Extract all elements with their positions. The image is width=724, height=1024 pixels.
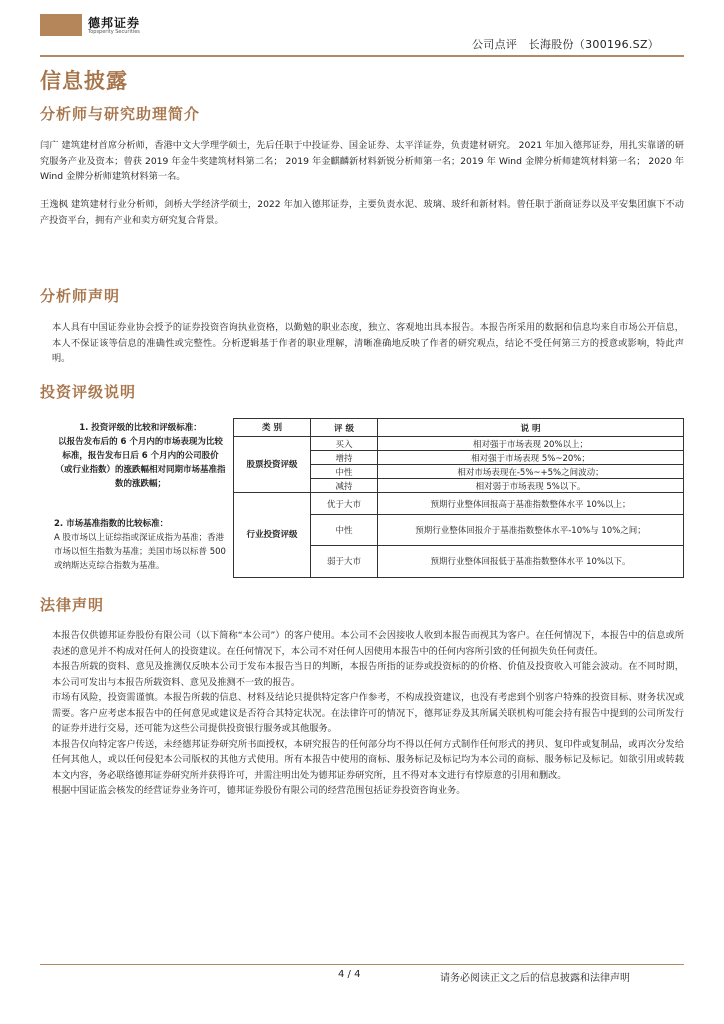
industry-rating: 中性 (311, 515, 378, 546)
legal-paragraph: 本报告仅向特定客户传送，未经德邦证券研究所书面授权，本研究报告的任何部分均不得以任何方式制作任何形式的拷贝、复印件或复制品，或再次分发给任何其他人，或以任何侵犯本公司版权的其他方式使用。所有本报告中使用的商标、服务标记及标记均为本公司的商标、服务标记及标记。如欲引用或转载本文内容，务必联络德邦证券研究所并获得许可，并需注明出处为德邦证券研究所，且不得对本文进行有悖原意的引用和删改。 (52, 738, 684, 781)
industry-desc: 预期行业整体回报高于基准指数整体水平 10%以上； (378, 493, 684, 515)
industry-desc: 预期行业整体回报介于基准指数整体水平-10%与 10%之间； (378, 515, 684, 546)
logo-subtext: Topsperity Securities (88, 29, 140, 35)
stock-rating: 中性 (311, 465, 378, 479)
rating-heading: 投资评级说明 (40, 383, 137, 401)
legal-text (52, 628, 684, 799)
analyst-statement-text: 本人具有中国证券业协会授予的证券投资咨询执业资格，以勤勉的职业态度，独立、客观地出具本报告。本报告所采用的数据和信息均来自市场公开信息，本人不保证该等信息的准确性或完整性。分析逻辑基于作者的职业理解，清晰准确地反映了作者的研究观点，结论不受任何第三方的授意或影响，特此声明。 (52, 322, 684, 364)
col-header-category: 类 别 (234, 419, 311, 437)
report-type: 公司点评 (472, 38, 518, 51)
criteria-title-2: 2. 市场基准指数的比较标准： (54, 518, 169, 529)
legal-paragraph: 本报告所载的资料、意见及推测仅反映本公司于发布本报告当日的判断，本报告所指的证券或投资标的的价格、价值及投资收入可能会波动。在不同时期，本公司可发出与本报告所载资料、意见及推测不一致的报告。 (52, 661, 684, 688)
analyst-intro-heading: 分析师与研究助理简介 (40, 105, 201, 123)
stock-rating: 减持 (311, 479, 378, 493)
legal-paragraph: 根据中国证监会核发的经营证券业务许可，德邦证券股份有限公司的经营范围包括证券投资咨询业务。 (52, 785, 466, 796)
analyst-statement-heading: 分析师声明 (40, 287, 121, 305)
stock-desc: 相对弱于市场表现 5%以下。 (378, 479, 684, 493)
criteria-title-1: 1. 投资评级的比较和评级标准： (79, 422, 202, 433)
criteria-text-1: 以报告发布后的 6 个月内的市场表现为比较标准，报告发布日后 6 个月内的公司股价（或行业指数）的涨跌幅相对同期市场基准指数的涨跌幅； (55, 436, 226, 489)
stock-rating: 增持 (311, 451, 378, 465)
header-divider (40, 55, 684, 57)
company-ticker: 长海股份（300196.SZ） (528, 38, 660, 51)
footer-notice: 请务必阅读正文之后的信息披露和法律声明 (440, 973, 630, 984)
legal-paragraph: 本报告仅供德邦证券股份有限公司（以下简称“本公司”）的客户使用。本公司不会因接收人收到本报告而视其为客户。在任何情况下，本报告中的信息或所表述的意见并不构成对任何人的投资建议。在任何情况下，本公司不对任何人因使用本报告中的任何内容所引致的任何损失负任何责任。 (52, 630, 684, 657)
legal-heading: 法律声明 (40, 596, 105, 614)
rating-table (52, 418, 684, 578)
rating-criteria-cell-2 (52, 515, 234, 578)
table-row (52, 515, 684, 546)
stock-desc: 相对强于市场表现 5%~20%； (378, 451, 684, 465)
footer-divider (40, 964, 684, 965)
rating-criteria-cell (52, 419, 234, 515)
industry-rating: 优于大市 (311, 493, 378, 515)
industry-desc: 预期行业整体回报低于基准指数整体水平 10%以下。 (378, 546, 684, 577)
legal-paragraph: 市场有风险，投资需谨慎。本报告所载的信息、材料及结论只提供特定客户作参考，不构成投资建议，也没有考虑到个别客户特殊的投资目标、财务状况或需要。客户应考虑本报告中的任何意见或建议是否符合其特定状况。在法律许可的情况下，德邦证券及其所属关联机构可能会持有报告中提到的公司所发行的证券并进行交易，还可能为这些公司提供投资银行服务或其他服务。 (52, 692, 684, 734)
industry-rating: 弱于大市 (311, 546, 378, 577)
page-number: 4 / 4 (338, 969, 361, 980)
page-title: 信息披露 (40, 69, 128, 93)
analyst-intro-para-2: 王逸枫 建筑建材行业分析师，剑桥大学经济学硕士，2022 年加入德邦证券，主要负责水泥、玻璃、玻纤和新材料。曾任职于浙商证券以及平安集团旗下不动产投资平台，拥有产业和卖方研究复合背景。 (40, 199, 684, 226)
criteria-text-2: A 股市场以上证综指或深证成指为基准；香港市场以恒生指数为基准；美国市场以标普 500 或纳斯达克综合指数为基准。 (54, 532, 226, 571)
stock-category: 股票投资评级 (234, 437, 311, 493)
logo-mark (40, 14, 82, 36)
stock-rating: 买入 (311, 437, 378, 451)
stock-desc: 相对强于市场表现 20%以上； (378, 437, 684, 451)
logo-text: 德邦证券 (88, 16, 141, 30)
col-header-desc: 说 明 (378, 419, 684, 437)
stock-desc: 相对市场表现在-5%~+5%之间波动； (378, 465, 684, 479)
report-header-info (472, 36, 659, 52)
industry-category: 行业投资评级 (234, 493, 311, 578)
analyst-intro-para-1: 闫广 建筑建材首席分析师，香港中文大学理学硕士，先后任职于中投证券、国金证券、太平洋证券，负责建材研究。 2021 年加入德邦证券，用扎实靠谱的研究服务产业及资本；曾获 2019 年金牛奖建筑材料第二名； 2019 年金麒麟新材料新锐分析师第一名；2019 年 Wind 金牌分析师建筑材料第一名； 2020 年 Wind 金牌分析师建筑材料第一名。 (40, 140, 684, 182)
col-header-rating: 评 级 (311, 419, 378, 437)
